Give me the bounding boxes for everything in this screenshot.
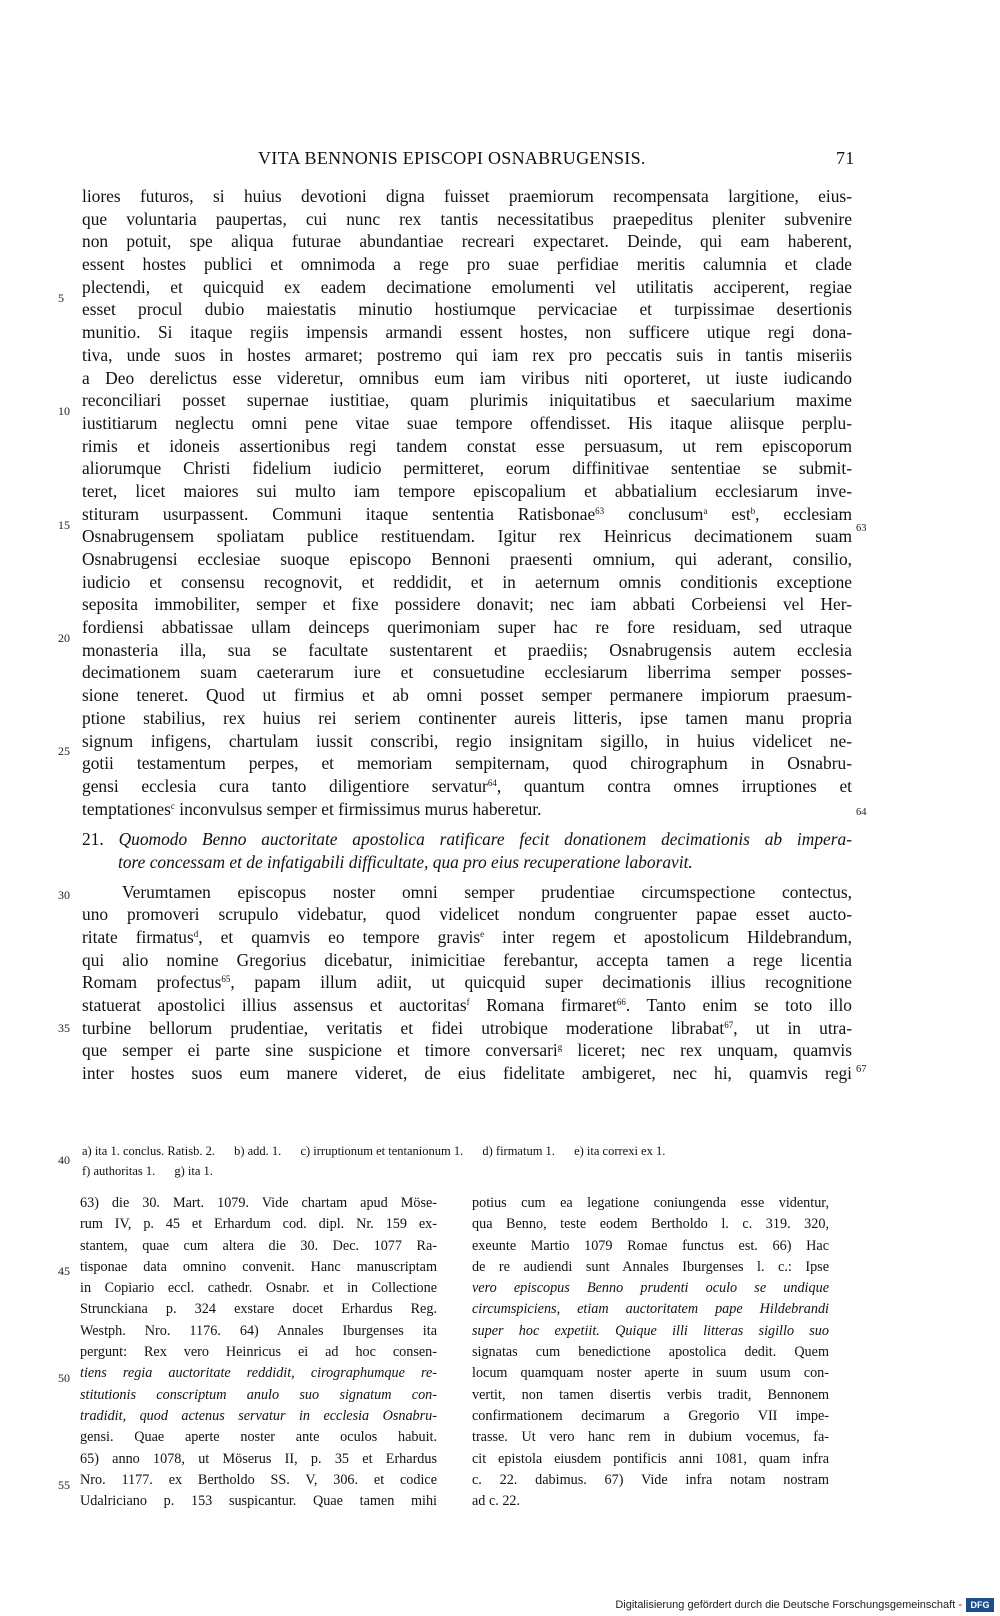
page-header — [0, 148, 1000, 172]
text-line — [82, 798, 852, 821]
line-number: 55 — [58, 1478, 70, 1492]
footnote-line: exeunte Martio 1079 Romae functus est. 66) Hac — [472, 1237, 829, 1254]
apparatus-note: e) ita correxi ex 1. — [574, 1144, 666, 1158]
text-segment: , et quamvis eo tempore gravis — [198, 927, 481, 947]
footnote-line: tradidit, quod actenus servatur in ecclesia Osnabru- — [80, 1407, 437, 1424]
footnote-line: qua Benno, teste eodem Bertholdo l. c. 319. 320, — [472, 1216, 829, 1233]
text-line: rimis et idoneis assertionibus regi tandem constat esse persuasum, ut rem episcoporum — [82, 435, 852, 456]
text-line: munitio. Si itaque regiis impensis armandi essent hostes, non sufficere utique regi dona- — [82, 322, 852, 343]
text-line: non potuit, spe aliqua futurae abundantiae recreari expectaret. Deinde, qui eam haberent, — [82, 231, 852, 252]
text-line — [82, 994, 852, 1017]
footnote-line: vero episcopus Benno prudenti oculo se undique — [472, 1280, 829, 1297]
text-line: plectendi, et quicquid ex eadem decimatione emolumenti vel utilitatis acciperent, regiae — [82, 276, 852, 297]
footnote-line: rum IV, p. 45 et Erhardum cod. dipl. Nr. 159 ex- — [80, 1216, 437, 1233]
chapter-title: Quomodo Benno auctoritate apostolica ratificare fecit donationem decimationis ab impera- — [118, 829, 852, 850]
page-number: 71 — [836, 148, 855, 168]
text-line: decimationem suam caeterarum iure et consuetudine ecclesiarum liberrima semper posses- — [82, 662, 852, 683]
text-segment: . Tanto enim se toto illo — [625, 995, 852, 1016]
text-segment: stituram usurpassent. Communi itaque sententia Ratisbonae — [82, 503, 596, 524]
footnote-line: potius cum ea legatione coniungenda esse videntur, — [472, 1195, 829, 1211]
spacer — [82, 874, 852, 881]
apparatus-ref: c — [170, 800, 175, 811]
footnote-line: vertit, non tamen disertis verbis tradit, Bennonem — [472, 1386, 829, 1403]
apparatus-ref: b — [750, 505, 756, 516]
apparatus-note: d) firmatum 1. — [482, 1144, 555, 1158]
text-segment: inter regem et apostolicum Hildebrandum, — [484, 927, 852, 947]
text-segment: est — [731, 503, 751, 524]
text-segment: ritate firmatus — [82, 927, 194, 947]
text-line — [82, 503, 852, 526]
footnote-ref: 65 — [221, 974, 231, 985]
footnotes-left-column — [80, 1193, 437, 1512]
text-line: gotii testamentum perpes, et memoriam sempiternam, quod chirographum in Osnabru- — [82, 753, 852, 774]
apparatus-ref: f — [466, 997, 470, 1008]
apparatus-ref: d — [193, 929, 199, 939]
text-line: a Deo derelictus esse videretur, omnibus eum iam viribus niti oporteret, ut iuste iudicando — [82, 367, 852, 388]
footnotes-right-column — [472, 1193, 829, 1512]
text-segment: gensi ecclesia cura tanto diligentiore servatur — [82, 775, 488, 796]
apparatus-note: f) authoritas 1. — [82, 1164, 156, 1178]
footnote-ref: 64 — [487, 777, 497, 788]
footnote-line: stantem, quae cum altera die 30. Dec. 1077 Ra- — [80, 1237, 437, 1254]
apparatus-ref: e — [480, 929, 485, 939]
footnote-line: Nro. 1177. ex Bertholdo SS. V, 306. et codice — [80, 1471, 437, 1488]
text-line: esset procul dubio maiestatis minutio hostiumque pervicaciae et turpissimae desertionis — [82, 299, 852, 320]
text-segment: inconvulsus semper et firmissimus murus haberetur. — [179, 798, 542, 819]
apparatus-note: a) ita 1. conclus. Ratisb. 2. — [82, 1144, 215, 1158]
footnote-line: Strunckiana p. 324 exstare docet Erhardus Reg. — [80, 1301, 437, 1318]
text-line: liores futuros, si huius devotioni digna fuisset praemiorum recompensata largitione, eius- — [82, 186, 852, 206]
line-number: 50 — [58, 1371, 70, 1385]
text-segment: Romana firmaret — [469, 995, 617, 1016]
text-line: qui alio nomine Gregorius dicebatur, inimicitiae ferebantur, accepta tamen a rege licentia — [82, 949, 852, 970]
line-number: 20 — [58, 631, 70, 645]
text-line: uno promoveri scrupulo videbatur, quod videlicet nondum congruenter papae esset aucto- — [82, 904, 852, 925]
footnote-line: trasse. Ut vero hanc rem in dubium vocemus, fa- — [472, 1429, 829, 1446]
apparatus-ref: g — [557, 1042, 563, 1053]
chapter-number: 21. — [82, 829, 104, 850]
text-line: reconciliari posset supernae iustitiae, quam plurimis iniquitatibus et saecularium maxime — [82, 390, 852, 411]
footnote-line: pergunt: Rex vero Heinricus ei ad hoc consen- — [80, 1344, 437, 1361]
footnote-line: circumspiciens, etiam auctoritatem pape Hildebrandi — [472, 1301, 829, 1318]
text-segment: liceret; nec rex unquam, quamvis — [562, 1040, 852, 1061]
chapter-heading — [82, 828, 852, 851]
line-number: 40 — [58, 1153, 70, 1167]
text-line — [82, 1017, 852, 1040]
footnote-line: gensi. Quae aperte noster ante oculos habuit. — [80, 1429, 437, 1446]
dfg-logo: DFG — [966, 1598, 994, 1612]
footnote-line: confirmationem decimarum a Gregorio VII impe- — [472, 1407, 829, 1424]
text-segment: que semper ei parte sine suspicione et timore conversari — [82, 1040, 558, 1061]
footnote-line: stitutionis conscriptum anulo suo signatum con- — [80, 1386, 437, 1403]
text-line: Verumtamen episcopus noster omni semper prudentiae circumspectione contectus, — [122, 881, 852, 902]
footnote-line: tiens regia auctoritate reddidit, cirographumque re- — [80, 1365, 437, 1382]
footnote-ref: 67 — [724, 1019, 734, 1030]
text-line — [82, 971, 852, 994]
footnote-line: 63) die 30. Mart. 1079. Vide chartam apud Möse- — [80, 1195, 437, 1211]
text-line: tiva, unde suos in hostes armaret; postremo qui iam rex pro peccatis suis in tantis miseriis — [82, 344, 852, 365]
digitization-credit: Digitalisierung gefördert durch die Deutsche Forschungsgemeinschaft - — [615, 1599, 962, 1611]
apparatus-note: c) irruptionum et tentanionum 1. — [300, 1144, 464, 1158]
line-number: 30 — [58, 888, 70, 902]
spacer — [82, 820, 852, 828]
footnote-line: de re audiendi sunt Annales Iburgenses l. c.: Ipse — [472, 1258, 829, 1275]
line-number: 15 — [58, 518, 70, 532]
text-line: essent hostes publici et omnimoda a rege pro suae perfidiae meritis calumnia et clade — [82, 254, 852, 275]
margin-note: 63 — [856, 523, 867, 534]
text-segment: , ut in utra- — [733, 1017, 852, 1038]
footnote-line: c. 22. dabimus. 67) Vide infra notam nostram — [472, 1471, 829, 1488]
footnote-line: cit epistola eiusdem pontificis anni 1081, quam infra — [472, 1450, 829, 1467]
text-line — [82, 926, 852, 949]
text-line: teret, licet maiores sui multo iam tempore episcopalium et abbatialium ecclesiarum inve- — [82, 480, 852, 501]
text-line: que voluntaria paupertas, cui nunc rex tantis necessitatibus praepeditus pleniter subvenire — [82, 208, 852, 229]
running-title: VITA BENNONIS EPISCOPI OSNABRUGENSIS. — [258, 148, 646, 168]
text-line: sione teneret. Quod ut firmius et ab omni posset semper permanere impiorum praesum- — [82, 685, 852, 706]
text-line: monasteria illa, sua se facultate sustentarent et praediis; Osnabrugensis autem ecclesia — [82, 639, 852, 660]
apparatus-line — [82, 1161, 852, 1181]
footnote-line: Westph. Nro. 1176. 64) Annales Iburgenses ita — [80, 1322, 437, 1339]
margin-note: 67 — [856, 1064, 867, 1075]
text-segment: turbine bellorum prudentiae, veritatis et fidei utrobique moderatione librabat — [82, 1017, 725, 1038]
text-line: Osnabrugensem spoliatam publice restituendam. Igitur rex Heinricus decimationem suam — [82, 526, 852, 547]
footnote-ref: 66 — [616, 997, 626, 1008]
main-text — [82, 185, 852, 1085]
footnote-line: locum quamquam noster aperte in suum usum con- — [472, 1365, 829, 1382]
line-number: 45 — [58, 1264, 70, 1278]
line-number: 10 — [58, 404, 70, 418]
text-line: iudicio et consensu recognovit, et reddidit, et in aeternum omnis conditionis exceptione — [82, 571, 852, 592]
text-line: fordiensi abbatissae ullam deinceps querimoniam super hac re fore residuam, sed utraque — [82, 617, 852, 638]
apparatus-note: g) ita 1. — [174, 1164, 213, 1178]
text-line: seposita immobiliter, semper et fixe possidere donavit; nec iam abbati Corbeiensi vel Her- — [82, 594, 852, 615]
text-segment: temptationes — [82, 798, 171, 819]
line-number: 35 — [58, 1021, 70, 1035]
footnote-line: super hoc expetiit. Quique illi litteras sigillo suo — [472, 1322, 829, 1339]
line-number: 5 — [58, 291, 64, 305]
text-line — [82, 775, 852, 798]
text-line: iustitiarum neglectu omni pene vitae suae tempore offendisset. His itaque aliisque perplu- — [82, 412, 852, 433]
text-line: signum infigens, chartulam iussit conscribi, regio insignitam sigillo, in huius videlicet ne- — [82, 730, 852, 751]
footnote-ref: 63 — [595, 505, 605, 516]
text-segment: conclusum — [628, 503, 704, 524]
text-segment: , papam illum adiit, ut quicquid super decimationis illius recognitione — [230, 972, 852, 993]
footnote-line: in Copiario eccl. cathedr. Osnabr. et in Collectione — [80, 1280, 437, 1297]
footnote-line: ad c. 22. — [472, 1493, 521, 1510]
text-line — [82, 1039, 852, 1062]
text-segment: Romam profectus — [82, 972, 222, 993]
text-segment: , quantum contra omnes irruptiones et — [496, 775, 852, 796]
footnote-line: Udalriciano p. 153 suspicantur. Quae tamen mihi — [80, 1493, 437, 1510]
chapter-title-cont: tore concessam et de infatigabili difficultate, qua pro eius recuperatione laboravit. — [118, 851, 693, 872]
text-segment: statuerat apostolici illius assensus et auctoritas — [82, 995, 467, 1016]
apparatus-line — [82, 1141, 852, 1161]
text-line: aliorumque Christi fidelium iudicio permitteret, eorum diffinitivae sententiae se submit- — [82, 458, 852, 479]
text-segment: , ecclesiam — [755, 503, 852, 524]
text-line: inter hostes suos eum manere videret, de eius fidelitate ambigeret, nec hi, quamvis regi — [82, 1063, 852, 1084]
line-number: 25 — [58, 744, 70, 758]
footnote-line: signatas cum benedictione apostolica dedit. Quem — [472, 1344, 829, 1361]
text-line: ptione stabilius, rex huius rei seriem continenter aureis litteris, ipse tamen manu propria — [82, 707, 852, 728]
margin-note: 64 — [856, 807, 867, 818]
footnote-line: tisponae data omnino convenit. Hanc manuscriptam — [80, 1258, 437, 1275]
apparatus-note: b) add. 1. — [234, 1144, 282, 1158]
text-line: Osnabrugensi ecclesiae suoque episcopo Bennoni praesenti omnium, qui aderant, consilio, — [82, 549, 852, 569]
apparatus-ref: a — [703, 505, 708, 516]
critical-apparatus — [82, 1141, 852, 1181]
footnote-line: 65) anno 1078, ut Möserus II, p. 35 et Erhardus — [80, 1450, 437, 1467]
